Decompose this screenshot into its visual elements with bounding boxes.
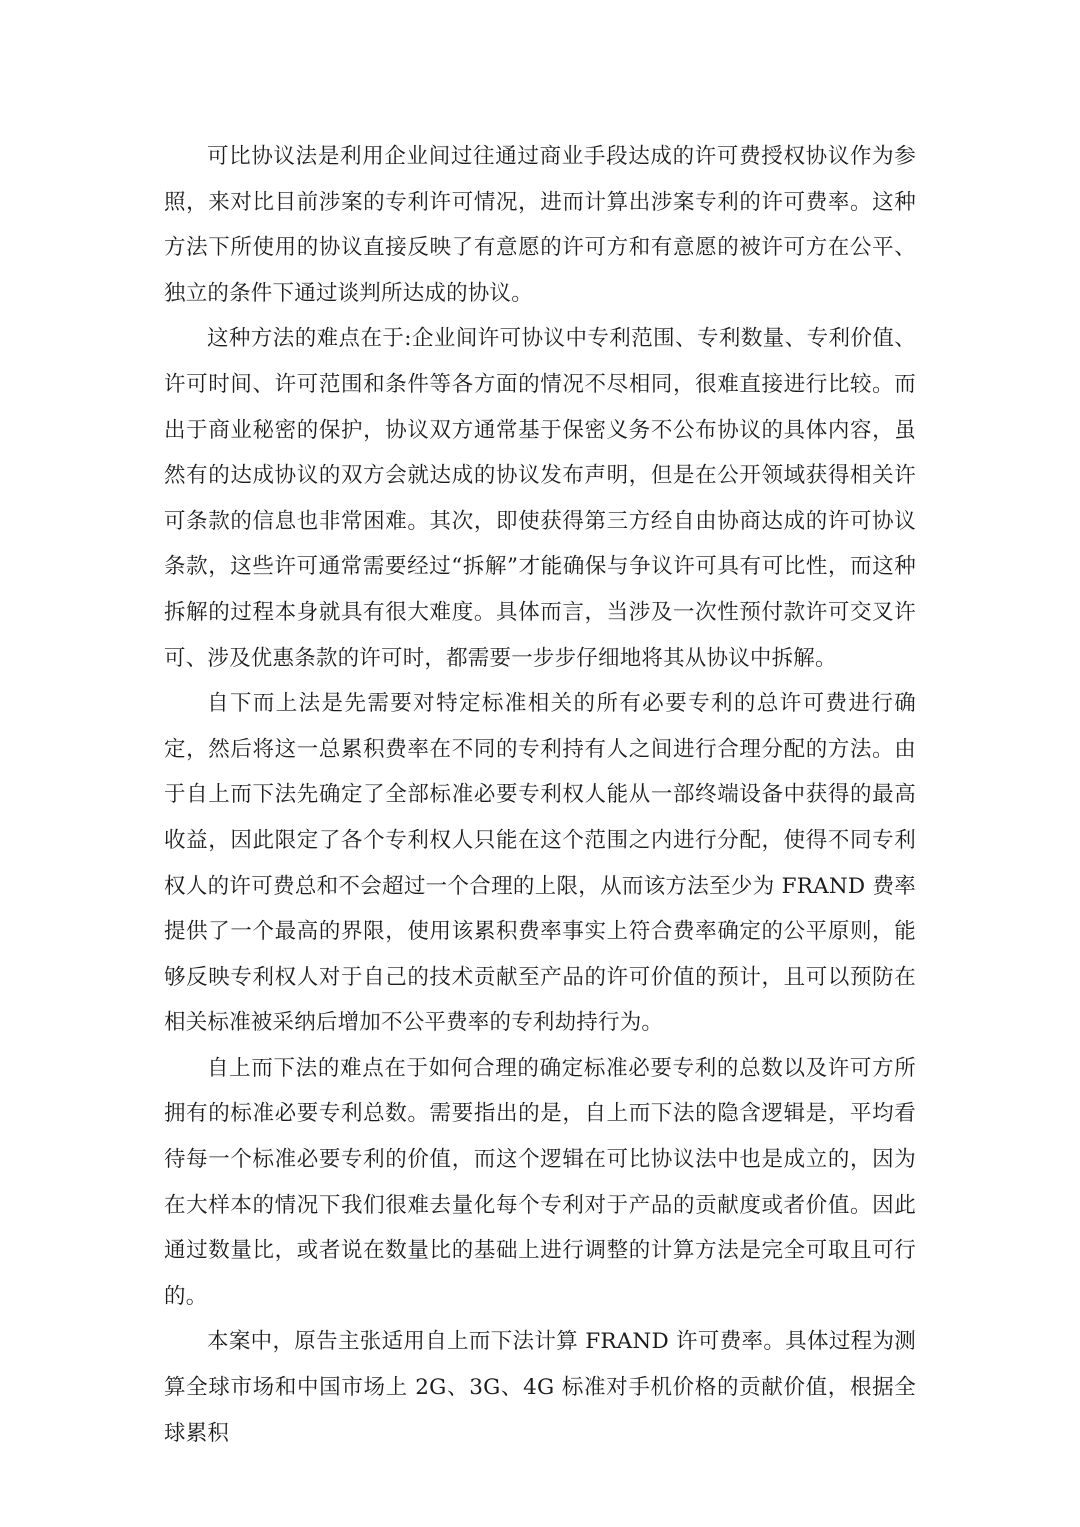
paragraph-comparable-agreement-method: 可比协议法是利用企业间过往通过商业手段达成的许可费授权协议作为参照，来对比目前涉案的专利许可情况，进而计算出涉案专利的许可费率。这种方法下所使用的协议直接反映了有意愿的许可方和有意愿的被许可方在公平、独立的条件下通过谈判所达成的协议。 xyxy=(164,144,916,306)
paragraph-bottom-up-method: 自下而上法是先需要对特定标准相关的所有必要专利的总许可费进行确定，然后将这一总累积费率在不同的专利持有人之间进行合理分配的方法。由于自上而下法先确定了全部标准必要专利权人能从一部终端设备中获得的最高收益，因此限定了各个专利权人只能在这个范围之内进行分配，使得不同专利权人的许可费总和不会超过一个合理的上限，从而该方法至少为 FRAND 费率提供了一个最高的界限，使用该累积费率事实上符合费率确定的公平原则，能够反映专利权人对于自己的技术贡献至产品的许可价值的预计，且可以预防在相关标准被采纳后增加不公平费率的专利劫持行为。 xyxy=(164,691,916,1036)
paragraph-case-application: 本案中，原告主张适用自上而下法计算 FRAND 许可费率。具体过程为测算全球市场和中国市场上 2G、3G、4G 标准对手机价格的贡献价值，根据全球累积 xyxy=(164,1329,916,1446)
paragraph-top-down-difficulty: 自上而下法的难点在于如何合理的确定标准必要专利的总数以及许可方所拥有的标准必要专利总数。需要指出的是，自上而下法的隐含逻辑是，平均看待每一个标准必要专利的价值，而这个逻辑在可比协议法中也是成立的，因为在大样本的情况下我们很难去量化每个专利对于产品的贡献度或者价值。因此通过数量比，或者说在数量比的基础上进行调整的计算方法是完全可取且可行的。 xyxy=(164,1055,916,1309)
document-body xyxy=(164,134,916,1456)
paragraph-comparable-method-difficulty: 这种方法的难点在于:企业间许可协议中专利范围、专利数量、专利价值、许可时间、许可范围和条件等各方面的情况不尽相同，很难直接进行比较。而出于商业秘密的保护，协议双方通常基于保密义务不公布协议的具体内容，虽然有的达成协议的双方会就达成的协议发布声明，但是在公开领域获得相关许可条款的信息也非常困难。其次，即使获得第三方经自由协商达成的许可协议条款，这些许可通常需要经过“拆解”才能确保与争议许可具有可比性，而这种拆解的过程本身就具有很大难度。具体而言，当涉及一次性预付款许可交叉许可、涉及优惠条款的许可时，都需要一步步仔细地将其从协议中拆解。 xyxy=(164,326,916,671)
